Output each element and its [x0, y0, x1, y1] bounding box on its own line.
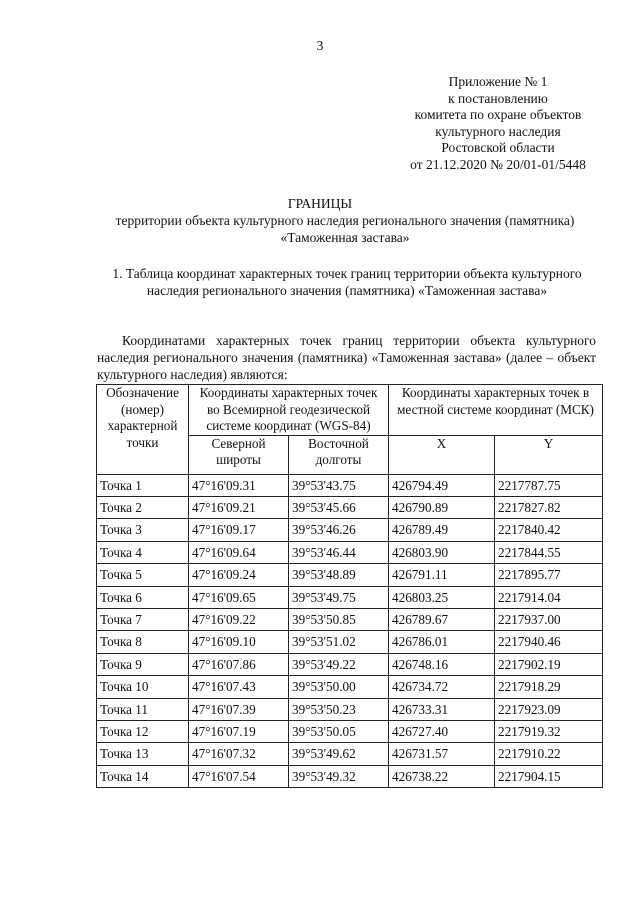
y-cell: 2217844.55: [495, 541, 603, 563]
msk-header: Координаты характерных точек в местной системе координат (МСК): [389, 385, 603, 436]
section-heading: 1. Таблица координат характерных точек границ территории объекта культурного наследия регионального значения (памятника) «Таможенная застава»: [112, 266, 582, 298]
x-cell: 426733.31: [389, 698, 495, 720]
y-cell: 2217895.77: [495, 564, 603, 586]
table-row: [97, 765, 603, 787]
y-header: Y: [495, 435, 603, 474]
longitude-cell: 39°53'50.00: [289, 676, 389, 698]
appendix-line: культурного наследия: [435, 123, 561, 139]
x-cell: 426803.25: [389, 586, 495, 608]
x-cell: 426734.72: [389, 676, 495, 698]
table-row: [97, 698, 603, 720]
table-body: [97, 474, 603, 788]
longitude-cell: 39°53'50.23: [289, 698, 389, 720]
y-cell: 2217902.19: [495, 653, 603, 675]
longitude-cell: 39°53'50.05: [289, 720, 389, 742]
latitude-cell: 47°16'09.10: [189, 631, 289, 653]
longitude-cell: 39°53'46.26: [289, 519, 389, 541]
point-cell: Точка 8: [97, 631, 189, 653]
point-cell: Точка 14: [97, 765, 189, 787]
x-cell: 426789.49: [389, 519, 495, 541]
appendix-line: комитета по охране объектов: [414, 107, 582, 123]
appendix-line: к постановлению: [448, 90, 548, 106]
latitude-cell: 47°16'09.31: [189, 474, 289, 496]
longitude-cell: 39°53'49.62: [289, 743, 389, 765]
table-row: [97, 564, 603, 586]
x-header: X: [389, 435, 495, 474]
longitude-cell: 39°53'43.75: [289, 474, 389, 496]
table-row: [97, 653, 603, 675]
y-cell: 2217914.04: [495, 586, 603, 608]
appendix-block: [360, 74, 636, 174]
latitude-cell: 47°16'09.21: [189, 496, 289, 518]
appendix-line: Приложение № 1: [448, 74, 548, 89]
y-cell: 2217787.75: [495, 474, 603, 496]
y-cell: 2217904.15: [495, 765, 603, 787]
x-cell: 426803.90: [389, 541, 495, 563]
x-cell: 426738.22: [389, 765, 495, 787]
latitude-cell: 47°16'09.65: [189, 586, 289, 608]
x-cell: 426748.16: [389, 653, 495, 675]
table-row: [97, 608, 603, 630]
x-cell: 426790.89: [389, 496, 495, 518]
point-cell: Точка 9: [97, 653, 189, 675]
latitude-cell: 47°16'07.86: [189, 653, 289, 675]
east-longitude-header: Восточной долготы: [289, 435, 389, 474]
longitude-cell: 39°53'50.85: [289, 608, 389, 630]
latitude-cell: 47°16'07.19: [189, 720, 289, 742]
north-latitude-header: Северной широты: [189, 435, 289, 474]
y-cell: 2217827.82: [495, 496, 603, 518]
table-header-row: [97, 385, 603, 436]
x-cell: 426791.11: [389, 564, 495, 586]
designation-header: Обозначение (номер) характерной точки: [97, 385, 189, 475]
table-row: [97, 474, 603, 496]
latitude-cell: 47°16'07.43: [189, 676, 289, 698]
point-cell: Точка 4: [97, 541, 189, 563]
latitude-cell: 47°16'09.64: [189, 541, 289, 563]
longitude-cell: 39°53'49.22: [289, 653, 389, 675]
appendix-line: Ростовской области: [441, 140, 555, 156]
table-row: [97, 631, 603, 653]
table-row: [97, 519, 603, 541]
longitude-cell: 39°53'49.75: [289, 586, 389, 608]
table-row: [97, 541, 603, 563]
coordinates-table: [96, 384, 603, 788]
table-row: [97, 676, 603, 698]
point-cell: Точка 6: [97, 586, 189, 608]
x-cell: 426786.01: [389, 631, 495, 653]
table-row: [97, 720, 603, 742]
point-cell: Точка 12: [97, 720, 189, 742]
x-cell: 426789.67: [389, 608, 495, 630]
point-cell: Точка 11: [97, 698, 189, 720]
latitude-cell: 47°16'09.24: [189, 564, 289, 586]
intro-paragraph: Координатами характерных точек границ территории объекта культурного наследия регионального значения (памятника) «Таможенная застава» (далее – объект культурного наследия) являются:: [97, 333, 596, 382]
longitude-cell: 39°53'46.44: [289, 541, 389, 563]
y-cell: 2217937.00: [495, 608, 603, 630]
latitude-cell: 47°16'07.54: [189, 765, 289, 787]
y-cell: 2217919.32: [495, 720, 603, 742]
point-cell: Точка 2: [97, 496, 189, 518]
appendix-line: от 21.12.2020 № 20/01-01/5448: [410, 156, 586, 172]
point-cell: Точка 3: [97, 519, 189, 541]
page-number: 3: [316, 38, 324, 53]
y-cell: 2217918.29: [495, 676, 603, 698]
table-row: [97, 496, 603, 518]
y-cell: 2217940.46: [495, 631, 603, 653]
latitude-cell: 47°16'07.32: [189, 743, 289, 765]
wgs-header: Координаты характерных точек во Всемирной геодезической системе координат (WGS-84): [189, 385, 389, 436]
point-cell: Точка 10: [97, 676, 189, 698]
longitude-cell: 39°53'48.89: [289, 564, 389, 586]
x-cell: 426731.57: [389, 743, 495, 765]
x-cell: 426727.40: [389, 720, 495, 742]
y-cell: 2217840.42: [495, 519, 603, 541]
table-row: [97, 586, 603, 608]
longitude-cell: 39°53'51.02: [289, 631, 389, 653]
table-row: [97, 743, 603, 765]
y-cell: 2217910.22: [495, 743, 603, 765]
document-title: ГРАНИЦЫ: [287, 196, 353, 211]
latitude-cell: 47°16'09.22: [189, 608, 289, 630]
point-cell: Точка 7: [97, 608, 189, 630]
longitude-cell: 39°53'45.66: [289, 496, 389, 518]
document-subtitle: территории объекта культурного наследия регионального значения (памятника) «Таможенная застава»: [115, 213, 575, 245]
point-cell: Точка 1: [97, 474, 189, 496]
point-cell: Точка 5: [97, 564, 189, 586]
y-cell: 2217923.09: [495, 698, 603, 720]
point-cell: Точка 13: [97, 743, 189, 765]
longitude-cell: 39°53'49.32: [289, 765, 389, 787]
x-cell: 426794.49: [389, 474, 495, 496]
latitude-cell: 47°16'07.39: [189, 698, 289, 720]
latitude-cell: 47°16'09.17: [189, 519, 289, 541]
